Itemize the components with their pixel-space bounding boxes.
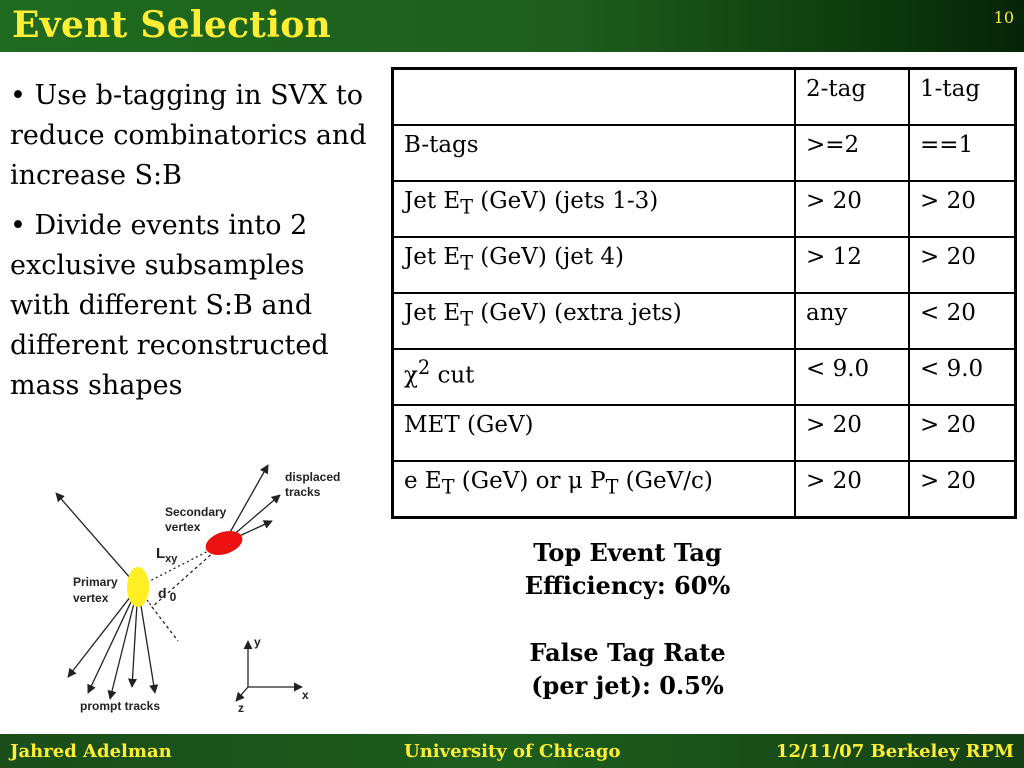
secondary-label: Secondary <box>165 505 227 519</box>
table-row <box>393 293 1016 349</box>
row-label: Jet $E_T$ (GeV) (jet 4) <box>393 237 796 293</box>
secondary-vertex-blob <box>203 527 246 560</box>
axis-z-label: z <box>238 701 244 715</box>
row-label: MET (GeV) <box>393 405 796 461</box>
selection-cuts-table <box>391 67 1017 519</box>
two-tag-value: any <box>795 293 909 349</box>
table-header-cell: 2-tag <box>795 69 909 126</box>
row-label: $\chi^2$ cut <box>393 349 796 405</box>
displaced-label: tracks <box>285 485 321 499</box>
two-tag-value: >=2 <box>795 125 909 181</box>
row-label: e $E_T$ (GeV) or μ $P_T$ (GeV/c) <box>393 461 796 518</box>
table-header-cell: 1-tag <box>909 69 1016 126</box>
table-row <box>393 125 1016 181</box>
footer-date-event: 12/11/07 Berkeley RPM <box>775 741 1014 762</box>
bullet-item: • Use b-tagging in SVX to reduce combinatorics and increase S:B <box>10 80 367 191</box>
one-tag-value: > 20 <box>909 181 1016 237</box>
one-tag-value: > 20 <box>909 237 1016 293</box>
two-tag-value: > 12 <box>795 237 909 293</box>
bullet-item: • Divide events into 2 exclusive subsamples with different S:B and different reconstructed mass shapes <box>10 210 329 401</box>
row-label: Jet $E_T$ (GeV) (jets 1-3) <box>393 181 796 237</box>
efficiency-line: Efficiency: 60% <box>524 571 731 600</box>
two-tag-value: > 20 <box>795 461 909 518</box>
table-row <box>393 461 1016 518</box>
table-header-cell <box>393 69 796 126</box>
one-tag-value: < 9.0 <box>909 349 1016 405</box>
axis-y-label: y <box>254 635 261 649</box>
two-tag-value: > 20 <box>795 405 909 461</box>
one-tag-value: < 20 <box>909 293 1016 349</box>
efficiency-line: Top Event Tag <box>533 538 722 567</box>
two-tag-value: < 9.0 <box>795 349 909 405</box>
axis-x-label: x <box>302 688 309 702</box>
two-tag-value: > 20 <box>795 181 909 237</box>
displaced-label: displaced <box>285 470 341 484</box>
d0-label: d 0 <box>158 585 177 604</box>
one-tag-value: > 20 <box>909 405 1016 461</box>
lxy-label: Lxy <box>156 545 178 565</box>
footer-institution: University of Chicago <box>404 741 621 762</box>
page-number: 10 <box>993 8 1014 27</box>
one-tag-value: > 20 <box>909 461 1016 518</box>
prompt-label: prompt tracks <box>80 699 161 713</box>
secondary-label: vertex <box>165 520 201 534</box>
title-bar <box>0 0 1024 52</box>
primary-label: Primary <box>73 575 118 589</box>
table-row <box>393 349 1016 405</box>
footer-author: Jahred Adelman <box>10 741 172 762</box>
one-tag-value: ==1 <box>909 125 1016 181</box>
table-row <box>393 181 1016 237</box>
table-row <box>393 237 1016 293</box>
footer-bar <box>0 734 1024 768</box>
table-row <box>393 405 1016 461</box>
primary-vertex-blob <box>127 567 149 607</box>
bullet-list <box>10 76 370 416</box>
secondary-vertex-diagram <box>40 455 370 720</box>
primary-label: vertex <box>73 591 109 605</box>
false-tag-line: (per jet): 0.5% <box>531 671 724 700</box>
table-header-row <box>393 69 1016 126</box>
efficiency-summary <box>470 536 785 702</box>
slide-title: Event Selection <box>12 4 331 46</box>
row-label: Jet $E_T$ (GeV) (extra jets) <box>393 293 796 349</box>
row-label: B-tags <box>393 125 796 181</box>
false-tag-line: False Tag Rate <box>529 638 726 667</box>
